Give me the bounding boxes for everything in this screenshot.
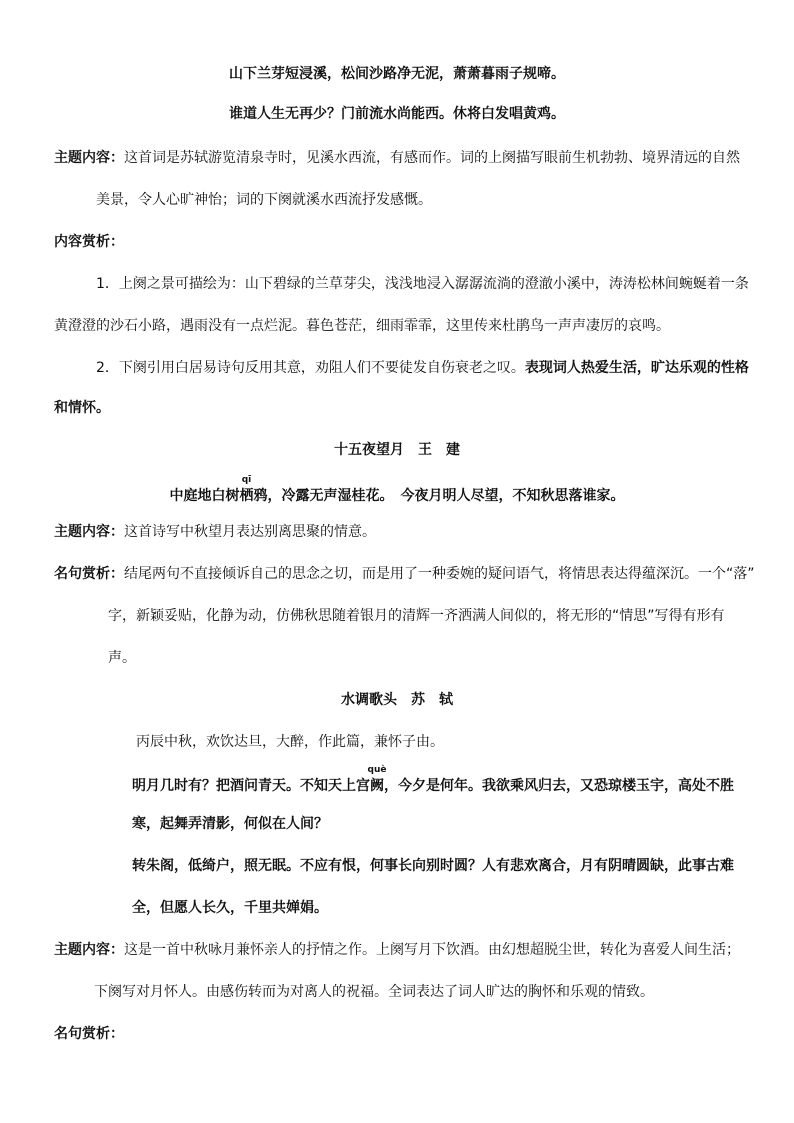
analysis-point-2-text: 2．下阕引用白居易诗句反用其意，劝阻人们不要徒发自伤衰老之叹。 [96, 360, 525, 376]
poem3-famous-label: 名句赏析： [54, 1026, 124, 1042]
poem3-line-2: 寒，起舞弄清影，何似在人间？ [132, 816, 328, 832]
poem2-theme [54, 522, 376, 542]
pinyin-annotation: qī [241, 475, 252, 485]
theme-label: 主题内容： [54, 150, 124, 166]
theme-paragraph-1-cont: 美景，令人心旷神怡；词的下阕就溪水西流抒发感慨。 [96, 192, 432, 208]
analysis-point-2-cont: 和情怀。 [54, 400, 110, 416]
analysis-point-2-bold: 表现词人热爱生活，旷达乐观的性格 [524, 360, 749, 376]
poem3-line-3: 转朱阁，低绮户，照无眠。不应有恨，何事长向别时圆？人有悲欢离合，月有阴晴圆缺，此事古难 [132, 858, 734, 874]
theme-paragraph-1 [54, 148, 740, 168]
poem2-line-after: 鸦，冷露无声湿桂花。 今夜月明人尽望，不知秋思落谁家。 [253, 488, 625, 504]
poem3-line-1-after: ，今夕是何年。我欲乘风归去，又恐琼楼玉宇，高处不胜 [384, 778, 734, 794]
poem3-theme-cont: 下阕写对月怀人。由感伤转而为对离人的祝福。全词表达了词人旷达的胸怀和乐观的情致。 [94, 984, 654, 1000]
theme-label: 主题内容： [54, 524, 124, 540]
pinyin-annotation: què [367, 765, 387, 775]
poem3-line-1 [132, 765, 734, 796]
theme-text: 这首诗写中秋望月表达别离思聚的情意。 [124, 524, 376, 540]
poem2-famous-line-2: 字，新颖妥贴，化静为动，仿佛秋思随着银月的清辉一齐洒满人间似的，将无形的“情思”写得有形有 [108, 608, 725, 624]
theme-label: 主题内容： [54, 942, 124, 958]
poem2-famous-line-1 [54, 564, 755, 584]
poem3-line-4: 全，但愿人长久，千里共婵娟。 [132, 900, 328, 916]
analysis-point-1: 1．上阕之景可描绘为：山下碧绿的兰草芽尖，浅浅地浸入潺潺流淌的澄澈小溪中，涛涛松林间蜿蜒着一条 [96, 276, 749, 292]
poem3-title: 水调歌头 苏 轼 [341, 692, 453, 708]
analysis-point-1-cont: 黄澄澄的沙石小路，遇雨没有一点烂泥。暮色苍茫，细雨霏霏，这里传来杜鹃鸟一声声凄厉的哀鸣。 [54, 318, 670, 334]
poem1-line-1: 山下兰芽短浸溪，松间沙路净无泥，萧萧暮雨子规啼。 [229, 66, 565, 82]
poem2-famous-line-3: 声。 [108, 650, 136, 666]
poem3-preface: 丙辰中秋，欢饮达旦，大醉，作此篇，兼怀子由。 [136, 734, 444, 750]
content-analysis-label: 内容赏析： [54, 234, 124, 250]
famous-label: 名句赏析： [54, 566, 124, 582]
poem3-theme [54, 940, 740, 960]
poem3-line-1-before: 明月几时有？把酒问青天。不知天上宫 [132, 778, 370, 794]
ruby-annotation [239, 475, 254, 506]
poem2-line-before: 中庭地白树 [169, 488, 240, 504]
poem1-line-2: 谁道人生无再少？门前流水尚能西。休将白发唱黄鸡。 [229, 106, 565, 122]
famous-text: 结尾两句不直接倾诉自己的思念之切，而是用了一种委婉的疑问语气，将情思表达得蕴深沉。一个“落” [124, 566, 755, 582]
poem2-title: 十五夜望月 王 建 [334, 442, 460, 458]
annotated-char: 栖 [239, 488, 254, 504]
poem2-text [0, 475, 794, 506]
annotated-char: 阙 [370, 778, 384, 794]
ruby-annotation [367, 765, 387, 796]
theme-text: 这是一首中秋咏月兼怀亲人的抒情之作。上阕写月下饮酒。由幻想超脱尘世，转化为喜爱人间生活； [124, 942, 740, 958]
analysis-point-2 [96, 358, 749, 378]
theme-text: 这首词是苏轼游览清泉寺时，见溪水西流，有感而作。词的上阕描写眼前生机勃勃、境界清远的自然 [124, 150, 740, 166]
